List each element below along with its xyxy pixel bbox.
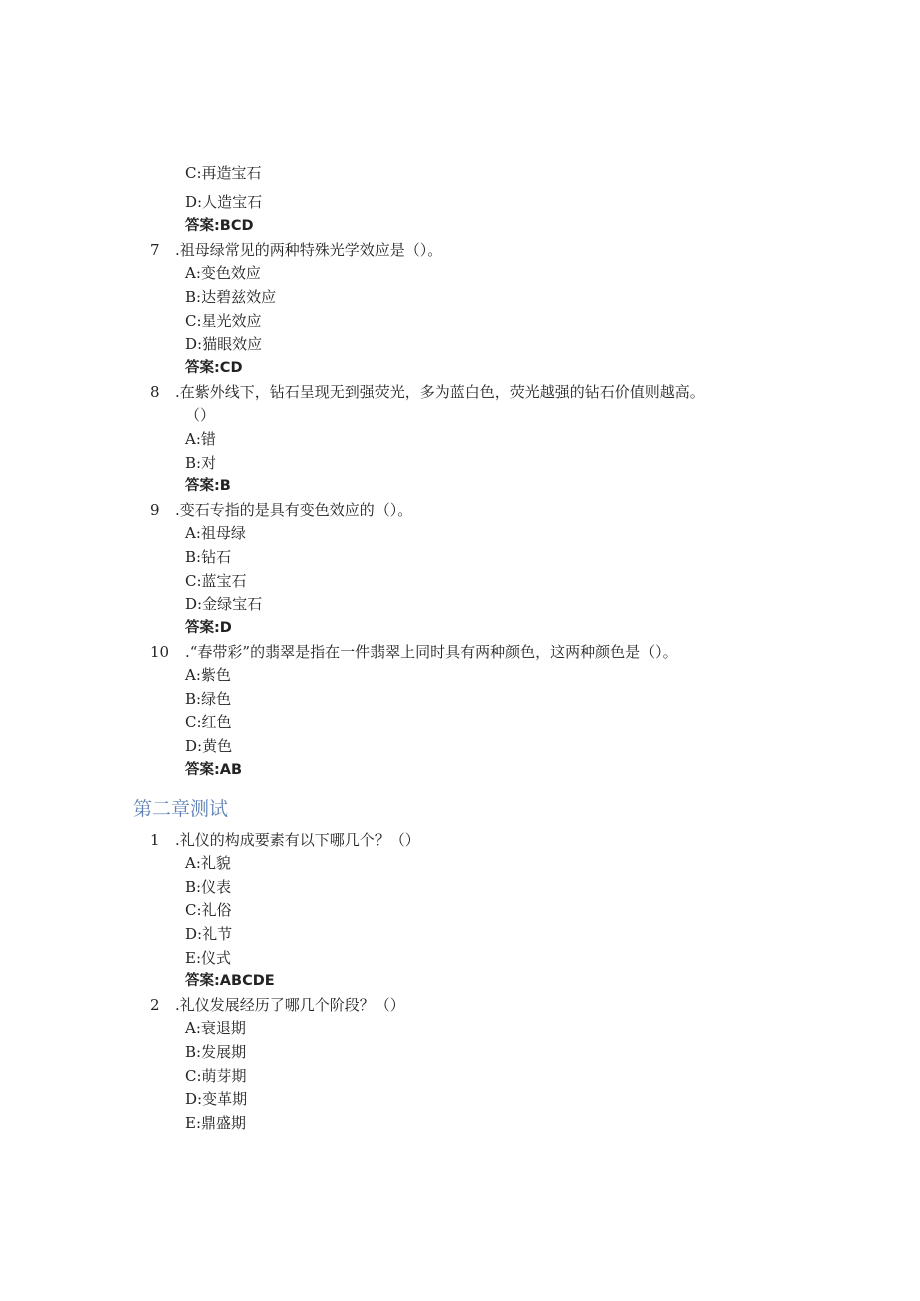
option-d: D:人造宝石 xyxy=(185,193,263,211)
answer: 答案:B xyxy=(185,478,231,494)
question-text-continued: （） xyxy=(185,406,216,424)
option-a: A:错 xyxy=(185,430,216,448)
option-c: C:蓝宝石 xyxy=(185,572,247,590)
option-b: B:对 xyxy=(185,454,217,472)
option-c: C:再造宝石 xyxy=(185,164,262,182)
option-e: E:鼎盛期 xyxy=(185,1114,247,1132)
option-b: B:仪表 xyxy=(185,878,232,896)
option-b: B:达碧兹效应 xyxy=(185,288,277,306)
question-number: 1 xyxy=(150,831,160,849)
answer: 答案:ABCDE xyxy=(185,973,275,989)
option-a: A:祖母绿 xyxy=(185,524,246,542)
question-text: .在紫外线下，钻石呈现无到强荧光，多为蓝白色，荧光越强的钻石价值则越高。 xyxy=(175,383,705,401)
question-text: .“春带彩”的翡翠是指在一件翡翠上同时具有两种颜色，这两种颜色是（）。 xyxy=(185,643,678,661)
option-b: B:钻石 xyxy=(185,548,232,566)
option-d: D:猫眼效应 xyxy=(185,335,263,353)
question-number: 10 xyxy=(150,643,170,661)
option-c: C:红色 xyxy=(185,713,232,731)
option-a: A:紫色 xyxy=(185,666,231,684)
option-b: B:发展期 xyxy=(185,1043,247,1061)
chapter-heading: 第二章测试 xyxy=(133,798,229,820)
answer: 答案:CD xyxy=(185,360,243,376)
question-number: 9 xyxy=(150,501,160,519)
option-d: D:黄色 xyxy=(185,737,233,755)
answer: 答案:D xyxy=(185,620,232,636)
question-text: .祖母绿常见的两种特殊光学效应是（）。 xyxy=(175,241,443,259)
question-number: 8 xyxy=(150,383,160,401)
option-c: C:萌芽期 xyxy=(185,1067,247,1085)
question-text: .礼仪发展经历了哪几个阶段？（） xyxy=(175,996,405,1014)
question-number: 2 xyxy=(150,996,160,1014)
question-text: .礼仪的构成要素有以下哪几个？（） xyxy=(175,831,420,849)
option-c: C:星光效应 xyxy=(185,312,262,330)
answer: 答案:AB xyxy=(185,762,243,778)
option-d: D:变革期 xyxy=(185,1090,248,1108)
option-d: D:金绿宝石 xyxy=(185,595,263,613)
option-c: C:礼俗 xyxy=(185,901,232,919)
question-number: 7 xyxy=(150,241,160,259)
option-d: D:礼节 xyxy=(185,925,233,943)
option-a: A:衰退期 xyxy=(185,1019,246,1037)
option-a: A:礼貌 xyxy=(185,854,231,872)
option-b: B:绿色 xyxy=(185,690,232,708)
option-a: A:变色效应 xyxy=(185,264,261,282)
option-e: E:仪式 xyxy=(185,949,232,967)
question-text: .变石专指的是具有变色效应的（）。 xyxy=(175,501,413,519)
answer: 答案:BCD xyxy=(185,218,254,234)
